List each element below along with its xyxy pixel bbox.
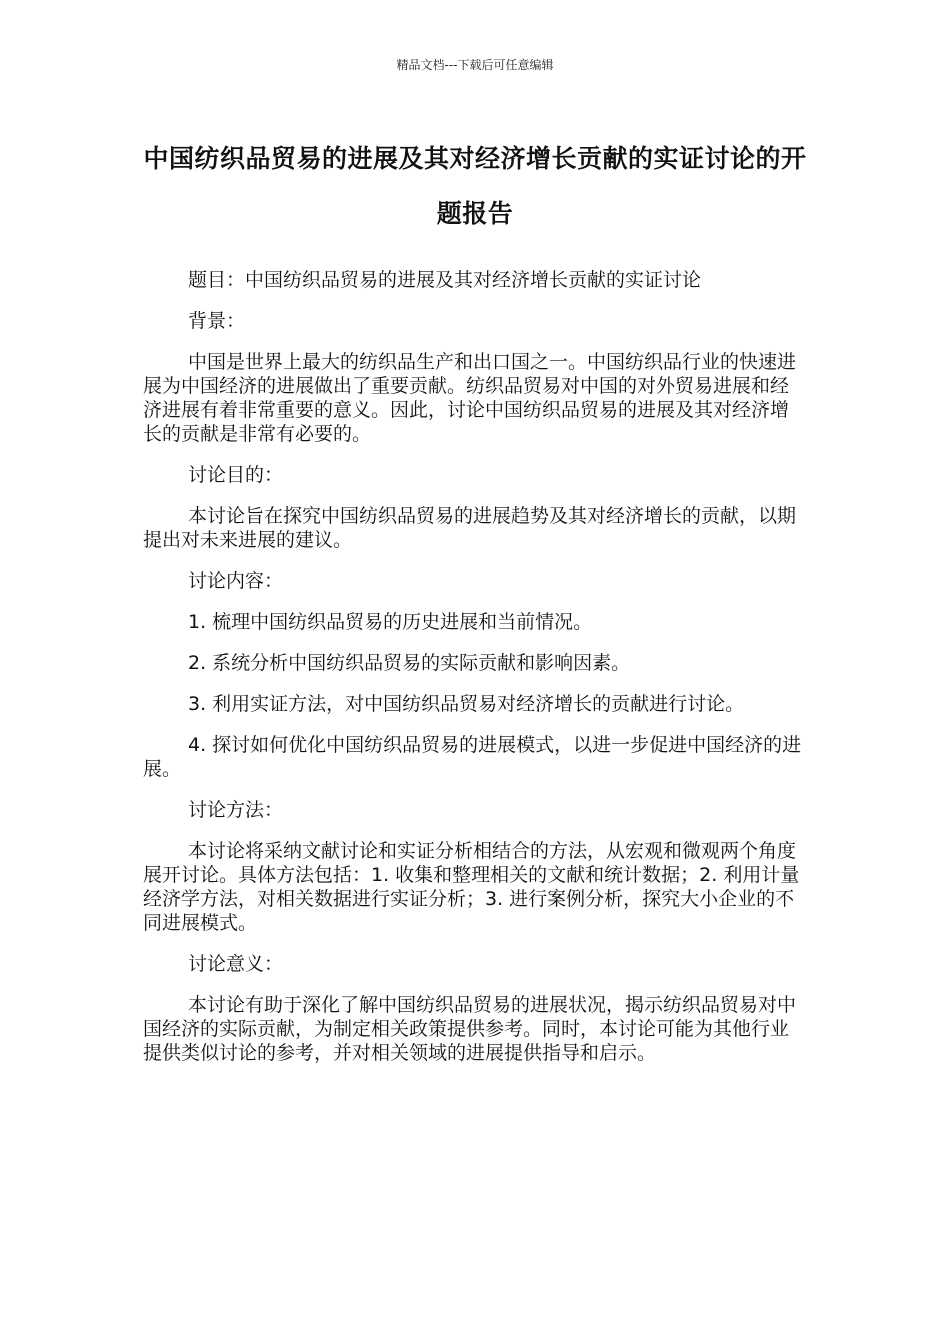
method-heading: 讨论方法： [188,799,284,821]
content-item-3: 3. 利用实证方法，对中国纺织品贸易对经济增长的贡献进行讨论。 [188,693,745,715]
topic-paragraph: 题目：中国纺织品贸易的进展及其对经济增长贡献的实证讨论 [188,269,702,291]
method-paragraph: 本讨论将采纳文献讨论和实证分析相结合的方法，从宏观和微观两个角度展开讨论。具体方法包括：1. 收集和整理相关的文献和统计数据；2. 利用计量经济学方法，对相关数据进行实证分析；3. 进行案例分析，探究大小企业的不同进展模式。 [143,840,800,934]
significance-paragraph: 本讨论有助于深化了解中国纺织品贸易的进展状况，揭示纺织品贸易对中国经济的实际贡献，为制定相关政策提供参考。同时，本讨论可能为其他行业提供类似讨论的参考，并对相关领域的进展提供指导和启示。 [143,994,797,1064]
purpose-heading: 讨论目的： [188,464,284,486]
content-item-1: 1. 梳理中国纺织品贸易的历史进展和当前情况。 [188,611,593,633]
background-heading: 背景： [188,310,246,332]
background-paragraph: 中国是世界上最大的纺织品生产和出口国之一。中国纺织品行业的快速进展为中国经济的进展做出了重要贡献。纺织品贸易对中国的对外贸易进展和经济进展有着非常重要的意义。因此，讨论中国纺织品贸易的进展及其对经济增长的贡献是非常有必要的。 [143,351,797,445]
document-body [143,268,803,1082]
document-title: 中国纺织品贸易的进展及其对经济增长贡献的实证讨论的开题报告 [143,144,807,228]
content-heading: 讨论内容： [188,570,284,592]
purpose-paragraph: 本讨论旨在探究中国纺织品贸易的进展趋势及其对经济增长的贡献，以期提出对未来进展的建议。 [143,505,797,551]
content-item-2: 2. 系统分析中国纺织品贸易的实际贡献和影响因素。 [188,652,631,674]
header-note: 精品文档---下载后可任意编辑 [396,58,554,72]
content-item-4: 4. 探讨如何优化中国纺织品贸易的进展模式，以进一步促进中国经济的进展。 [143,734,802,780]
significance-heading: 讨论意义： [188,953,284,975]
